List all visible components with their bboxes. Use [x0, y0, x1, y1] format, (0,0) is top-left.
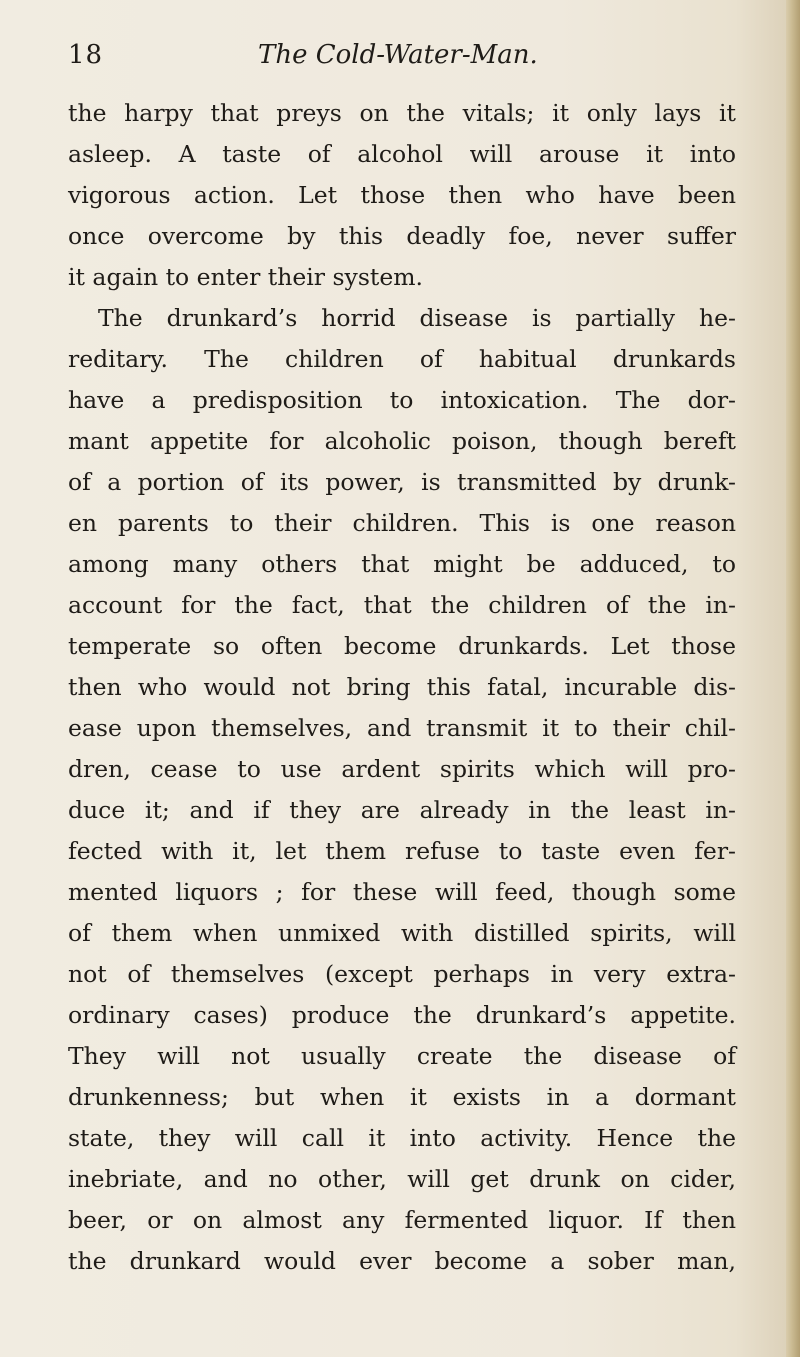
text-line: duce it; and if they are already in the least in-: [68, 796, 736, 824]
text-line: the harpy that preys on the vitals; it only lays it: [68, 99, 736, 127]
text-line: the drunkard would ever become a sober man,: [68, 1247, 736, 1275]
text-line: account for the fact, that the children of the in-: [68, 591, 736, 619]
text-line: reditary. The children of habitual drunkards: [68, 345, 736, 373]
text-line: beer, or on almost any fermented liquor. If then: [68, 1206, 736, 1234]
text-line: once overcome by this deadly foe, never suffer: [68, 222, 736, 250]
text-line: fected with it, let them refuse to taste even fer-: [68, 837, 736, 865]
text-line: en parents to their children. This is one reason: [68, 509, 736, 537]
text-line: ease upon themselves, and transmit it to their chil-: [68, 714, 736, 742]
text-line: They will not usually create the disease of: [68, 1042, 736, 1070]
text-line: ordinary cases) produce the drunkard’s appetite.: [68, 1001, 736, 1029]
page-header: [68, 40, 768, 80]
text-line: dren, cease to use ardent spirits which will pro-: [68, 755, 736, 783]
text-line: The drunkard’s horrid disease is partially he-: [98, 304, 736, 332]
page-edge-shadow: [786, 0, 800, 1357]
page-number: 18: [68, 40, 104, 70]
text-line: of a portion of its power, is transmitted by drunk-: [68, 468, 736, 496]
text-line: have a predisposition to intoxication. The dor-: [68, 386, 736, 414]
text-line: drunkenness; but when it exists in a dormant: [68, 1083, 736, 1111]
text-line: vigorous action. Let those then who have been: [68, 181, 736, 209]
running-title: The Cold-Water-Man.: [258, 40, 538, 70]
text-line: not of themselves (except perhaps in very extra-: [68, 960, 736, 988]
text-line: state, they will call it into activity. Hence the: [68, 1124, 736, 1152]
text-line: mant appetite for alcoholic poison, though bereft: [68, 427, 736, 455]
text-line: of them when unmixed with distilled spirits, will: [68, 919, 736, 947]
body-text: [68, 93, 736, 1282]
text-line: mented liquors ; for these will feed, though some: [68, 878, 736, 906]
text-line: temperate so often become drunkards. Let those: [68, 632, 736, 660]
text-line: then who would not bring this fatal, incurable dis-: [68, 673, 736, 701]
text-line: among many others that might be adduced, to: [68, 550, 736, 578]
text-line: it again to enter their system.: [68, 263, 423, 291]
text-line: inebriate, and no other, will get drunk on cider,: [68, 1165, 736, 1193]
text-line: asleep. A taste of alcohol will arouse it into: [68, 140, 736, 168]
